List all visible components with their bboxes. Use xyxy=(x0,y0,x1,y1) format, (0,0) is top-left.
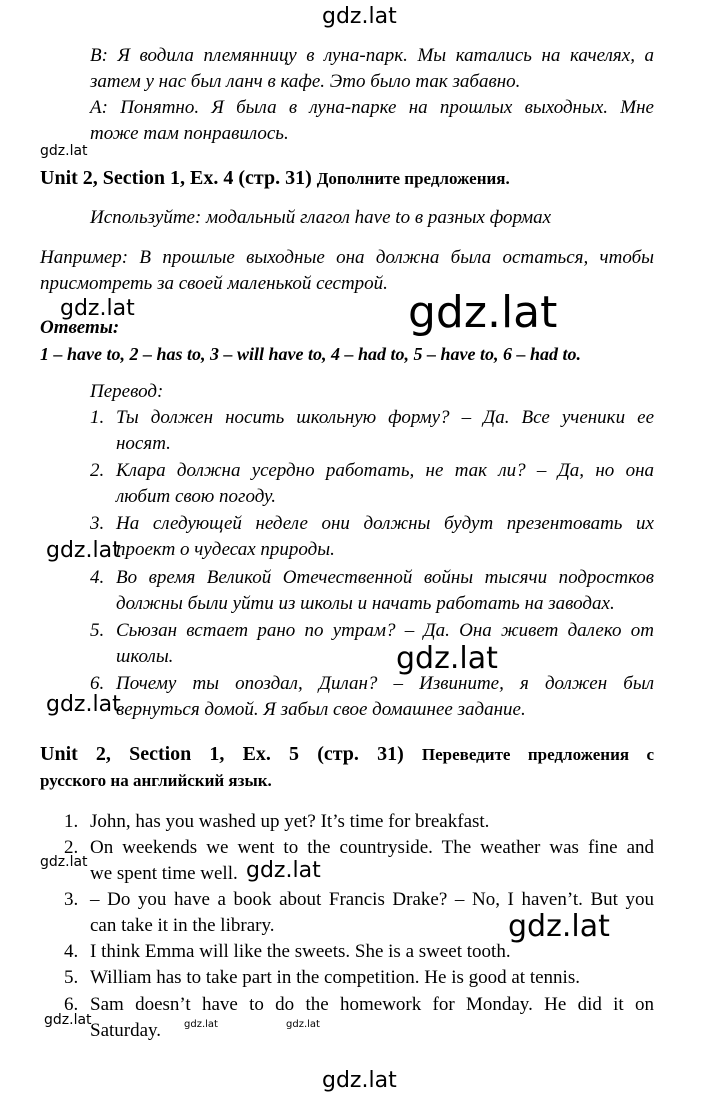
ex5-item-line1: – Do you have a book about Francis Drake? – No, I haven’t. But you xyxy=(90,889,654,910)
watermark: gdz.lat xyxy=(40,854,88,870)
ex4-heading xyxy=(40,166,510,191)
ex4-item-num: 6. xyxy=(90,673,105,694)
watermark: gdz.lat xyxy=(40,143,88,159)
ex4-item-line2: школы. xyxy=(116,646,174,667)
ex5-item-line1: Sam doesn’t have to do the homework for Monday. He did it on xyxy=(90,994,654,1015)
dialogue-a-line1: A: Понятно. Я была в луна-парке на прошлых выходных. Мне xyxy=(90,97,654,118)
ex4-answers: 1 – have to, 2 – has to, 3 – will have to, 4 – had to, 5 – have to, 6 – had to. xyxy=(40,344,582,364)
ex5-heading-line2 xyxy=(40,768,272,793)
watermark: gdz.lat xyxy=(46,692,121,717)
dialogue-b-line1: B: Я водила племянницу в луна-парк. Мы катались на качелях, а xyxy=(90,45,654,66)
watermark-bottom: gdz.lat xyxy=(322,1068,397,1093)
ex4-item-num: 2. xyxy=(90,460,105,481)
ex5-item-num: 2. xyxy=(64,837,79,858)
ex5-item-line1: William has to take part in the competition. He is good at tennis. xyxy=(90,967,580,988)
ex4-heading-main: Unit 2, Section 1, Ex. 4 (стр. 31) xyxy=(40,167,312,189)
ex4-item-num: 4. xyxy=(90,567,105,588)
ex5-item-line1: On weekends we went to the countryside. The weather was fine and xyxy=(90,837,654,858)
ex5-heading-task-cont: русского на английский язык. xyxy=(40,771,272,790)
ex4-item-num: 3. xyxy=(90,513,105,534)
ex5-item-line1: John, has you washed up yet? It’s time for breakfast. xyxy=(90,811,490,832)
ex4-item-line2: проект о чудесах природы. xyxy=(116,539,335,560)
watermark-small: gdz.lat xyxy=(184,1019,218,1030)
ex4-item-num: 1. xyxy=(90,407,105,428)
watermark-medium: gdz.lat xyxy=(396,641,498,676)
ex4-example-line1: Например: В прошлые выходные она должна была остаться, чтобы xyxy=(40,247,654,268)
ex5-item-num: 3. xyxy=(64,889,79,910)
watermark-medium: gdz.lat xyxy=(508,909,610,944)
watermark: gdz.lat xyxy=(246,858,321,883)
ex5-item-num: 6. xyxy=(64,994,79,1015)
ex4-translation-label: Перевод: xyxy=(90,381,164,402)
ex4-item-line1: Сьюзан встает рано по утрам? – Да. Она живет далеко от xyxy=(116,620,654,641)
watermark-top: gdz.lat xyxy=(322,4,397,29)
ex5-item-num: 1. xyxy=(64,811,79,832)
dialogue-a-line2: тоже там понравилось. xyxy=(90,123,289,144)
ex4-item-line2: любит свою погоду. xyxy=(116,486,277,507)
ex4-item-line2: вернуться домой. Я забыл свое домашнее задание. xyxy=(116,699,526,720)
ex5-heading-main: Unit 2, Section 1, Ex. 5 (стр. 31) xyxy=(40,743,404,765)
ex4-heading-task: Дополните предложения. xyxy=(316,169,510,188)
ex4-use-note: Используйте: модальный глагол have to в разных формах xyxy=(90,207,552,228)
watermark-small: gdz.lat xyxy=(286,1019,320,1030)
ex4-item-line2: должны были уйти из школы и начать работать на заводах. xyxy=(116,593,615,614)
ex4-item-line1: Почему ты опоздал, Дилан? – Извините, я должен был xyxy=(116,673,654,694)
ex4-item-line1: На следующей неделе они должны будут презентовать их xyxy=(116,513,654,534)
dialogue-b-line2: затем у нас был ланч в кафе. Это было так забавно. xyxy=(90,71,521,92)
ex5-item-line1: I think Emma will like the sweets. She is a sweet tooth. xyxy=(90,941,511,962)
ex5-item-num: 4. xyxy=(64,941,79,962)
ex4-answers-label: Ответы: xyxy=(40,317,120,338)
ex5-item-line2: Saturday. xyxy=(90,1020,162,1041)
ex5-heading-line1 xyxy=(40,742,654,767)
ex4-example-line2: присмотреть за своей маленькой сестрой. xyxy=(40,273,388,294)
watermark-large: gdz.lat xyxy=(408,287,558,338)
ex5-item-line2: we spent time well. xyxy=(90,863,238,884)
ex4-item-line1: Во время Великой Отечественной войны тысячи подростков xyxy=(116,567,654,588)
ex4-item-line1: Клара должна усердно работать, не так ли? – Да, но она xyxy=(116,460,654,481)
ex5-item-line2: can take it in the library. xyxy=(90,915,275,936)
ex4-item-num: 5. xyxy=(90,620,105,641)
ex4-item-line1: Ты должен носить школьную форму? – Да. Все ученики ее xyxy=(116,407,654,428)
ex5-item-num: 5. xyxy=(64,967,79,988)
watermark: gdz.lat xyxy=(60,296,135,321)
watermark: gdz.lat xyxy=(44,1012,92,1028)
watermark: gdz.lat xyxy=(46,538,121,563)
ex4-item-line2: носят. xyxy=(116,433,171,454)
ex5-heading-task: Переведите предложения с xyxy=(421,745,655,764)
